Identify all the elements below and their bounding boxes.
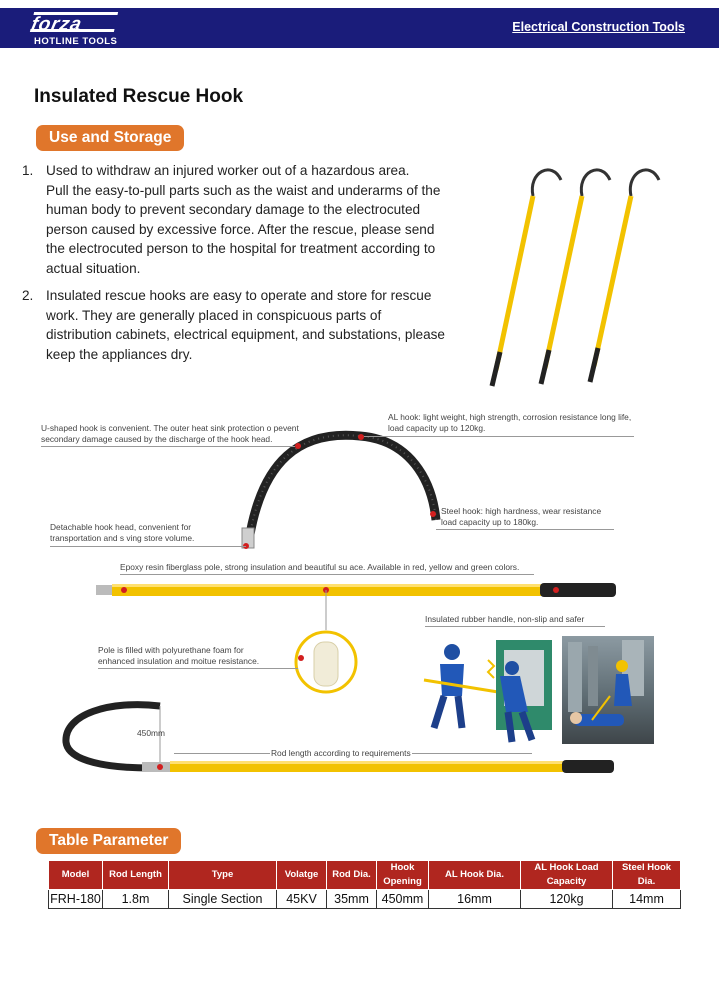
callout-line: load capacity up to 120kg.: [388, 423, 486, 433]
table-parameter-heading: Table Parameter: [36, 828, 181, 854]
paragraph-line: Insulated rescue hooks are easy to operate and store for rescue: [46, 288, 432, 303]
foam-cross-section: [296, 632, 356, 692]
paragraph-line: human body to prevent secondary damage to the electrocuted: [46, 202, 421, 217]
callout-u-hook: [41, 423, 299, 445]
callout-handle: Insulated rubber handle, non-slip and safer: [425, 614, 585, 624]
paragraph-line: person caused by excessive force. After the rescue, please send: [46, 221, 435, 237]
callout-steel-hook: [441, 506, 601, 528]
table-cell: Single Section: [169, 890, 277, 909]
callout-line: load capacity up to 180kg.: [441, 517, 539, 527]
callout-line: Pole is filled with polyurethane foam for: [98, 645, 244, 655]
column-header: Volatge: [277, 861, 327, 890]
callout-guide: [120, 574, 534, 575]
callout-detachable: [50, 522, 194, 544]
brand-wordmark: forza: [30, 12, 118, 32]
photo-scene: [562, 636, 654, 744]
table-cell: 120kg: [521, 890, 613, 909]
use-storage-heading: Use and Storage: [36, 125, 184, 151]
column-header: Hook Opening: [377, 861, 429, 890]
callout-al-hook: [388, 412, 631, 434]
callout-guide: [425, 626, 605, 627]
callout-guide: [436, 529, 614, 530]
callout-guide: [98, 668, 298, 669]
table-cell: 35mm: [327, 890, 377, 909]
callout-line: enhanced insulation and moitue resistance.: [98, 656, 260, 666]
callout-foam: [98, 645, 259, 667]
paragraph-line: actual situation.: [46, 260, 141, 276]
brand-subtitle: HOTLINE TOOLS: [34, 36, 118, 47]
category-link[interactable]: Electrical Construction Tools: [512, 20, 685, 34]
column-header: Steel Hook Dia.: [613, 861, 681, 890]
callout-guide: [41, 446, 295, 447]
paragraph-line: the electrocuted person to the hospital for treatment according to: [46, 241, 436, 256]
callout-guide: [174, 753, 270, 754]
opening-dimension-label: 450mm: [137, 728, 165, 738]
paragraph-number: 1.: [22, 163, 34, 178]
callout-line: U-shaped hook is convenient. The outer heat sink protection o pevent: [41, 423, 299, 433]
paragraph-line: distribution cabinets, electrical equipment, and substations, please: [46, 327, 445, 342]
column-header: AL Hook Dia.: [429, 861, 521, 890]
u-hook-image: [242, 434, 436, 549]
rescue-illustration: [424, 640, 552, 742]
callout-guide: [412, 753, 532, 754]
table-row: [49, 890, 681, 909]
column-header: Type: [169, 861, 277, 890]
column-header: Rod Length: [103, 861, 169, 890]
paragraph-number: 2.: [22, 288, 34, 303]
callout-line: AL hook: light weight, high strength, corrosion resistance long life,: [388, 412, 632, 422]
table-cell: FRH-180: [49, 890, 103, 909]
table-cell: 16mm: [429, 890, 521, 909]
paragraph-line: Used to withdraw an injured worker out of a hazardous area.: [46, 163, 410, 178]
callout-guide: [50, 546, 246, 547]
column-header: Rod Dia.: [327, 861, 377, 890]
table-header-row: [49, 861, 681, 890]
callout-epoxy: Epoxy resin fiberglass pole, strong insulation and beautiful su ace. Available in red, yellow and green colors.: [120, 562, 520, 572]
substation-photo: [562, 636, 654, 744]
column-header: AL Hook Load Capacity: [521, 861, 613, 890]
paragraph-line: Pull the easy-to-pull parts such as the waist and underarms of the: [46, 182, 441, 198]
paragraph-line: work. They are generally placed in conspicuous parts of: [46, 307, 382, 323]
callout-line: transportation and s ving store volume.: [50, 533, 195, 543]
parameter-table: [48, 860, 681, 909]
page-title: Insulated Rescue Hook: [34, 86, 244, 107]
table-cell: 45KV: [277, 890, 327, 909]
callout-line: Detachable hook head, convenient for: [50, 522, 192, 532]
table-cell: 14mm: [613, 890, 681, 909]
callout-rod-length: Rod length according to requirements: [271, 748, 411, 758]
hook-poles-image: [492, 170, 659, 386]
callout-line: secondary damage caused by the discharge of the hook head.: [41, 434, 273, 444]
table-cell: 1.8m: [103, 890, 169, 909]
paragraph-line: keep the appliances dry.: [46, 346, 193, 362]
table-cell: 450mm: [377, 890, 429, 909]
callout-guide: [364, 436, 634, 437]
callout-line: Steel hook: high hardness, wear resistance: [441, 506, 602, 516]
column-header: Model: [49, 861, 103, 890]
